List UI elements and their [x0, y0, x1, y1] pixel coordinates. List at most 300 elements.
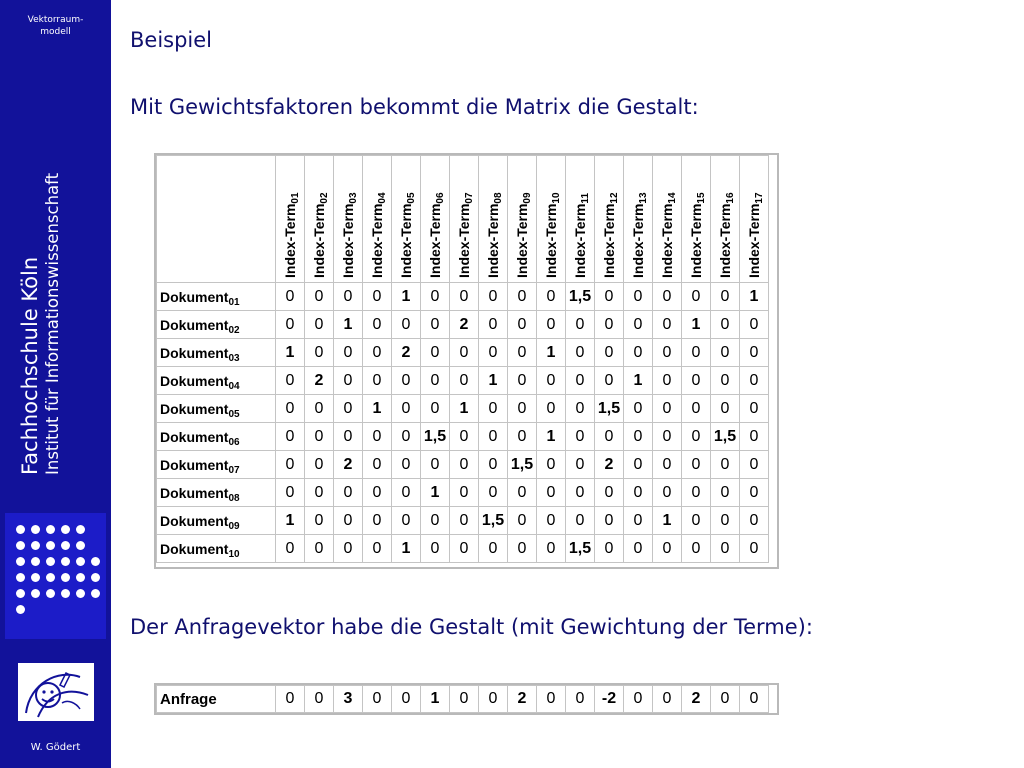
weight-cell: 0	[334, 339, 363, 367]
query-cell: 2	[682, 686, 711, 713]
term-label: Index-Term$_{03}$	[340, 192, 359, 278]
term-number: 04	[377, 192, 388, 204]
dot-icon	[76, 525, 85, 534]
weight-matrix	[154, 153, 779, 569]
section-label-line: Vektorraum-	[27, 15, 84, 25]
weight-cell: 0	[711, 367, 740, 395]
dot-icon	[76, 557, 85, 566]
weight-cell: 1	[363, 395, 392, 423]
dot-icon	[16, 557, 25, 566]
term-label: Index-Term$_{04}$	[369, 192, 388, 278]
weight-cell: 0	[537, 395, 566, 423]
section-label	[0, 14, 111, 38]
weight-cell: 0	[566, 311, 595, 339]
weight-cell: 0	[479, 339, 508, 367]
weight-cell: 0	[595, 311, 624, 339]
weight-cell: 2	[334, 451, 363, 479]
weight-cell: 0	[363, 535, 392, 563]
dot-icon	[31, 589, 40, 598]
term-column-header	[595, 156, 624, 283]
dot-icon	[46, 541, 55, 550]
term-number: 02	[319, 192, 330, 204]
term-number: 05	[406, 192, 417, 204]
weight-cell: 0	[421, 507, 450, 535]
document-label: Dokument$_{07}$	[157, 451, 276, 479]
institution-line-2: Institut für Informationswissenschaft	[43, 172, 62, 475]
weight-cell: 0	[450, 283, 479, 311]
weight-cell: 0	[363, 451, 392, 479]
weight-cell: 2	[450, 311, 479, 339]
query-cell: 0	[711, 686, 740, 713]
weight-cell: 0	[566, 423, 595, 451]
weight-cell: 1	[479, 367, 508, 395]
term-column-header	[711, 156, 740, 283]
weight-cell: 0	[450, 339, 479, 367]
document-label: Dokument$_{01}$	[157, 283, 276, 311]
query-cell: 0	[566, 686, 595, 713]
weight-cell: 0	[595, 479, 624, 507]
weight-cell: 0	[682, 339, 711, 367]
term-column-header	[392, 156, 421, 283]
slide-title: Beispiel	[130, 28, 213, 52]
weight-cell: 0	[479, 283, 508, 311]
weight-cell: 0	[566, 395, 595, 423]
document-label: Dokument$_{04}$	[157, 367, 276, 395]
weight-cell: 0	[682, 507, 711, 535]
weight-cell: 1	[653, 507, 682, 535]
weight-cell: 0	[711, 283, 740, 311]
query-vector	[154, 683, 779, 715]
weight-cell: 1	[450, 395, 479, 423]
weight-cell: 0	[595, 367, 624, 395]
term-number: 16	[725, 192, 736, 204]
document-row	[157, 339, 769, 367]
term-column-header	[363, 156, 392, 283]
author-name: W. Gödert	[30, 742, 81, 753]
weight-cell: 0	[624, 311, 653, 339]
weight-cell: 1	[682, 311, 711, 339]
term-number: 15	[696, 192, 707, 204]
weight-cell: 0	[276, 283, 305, 311]
term-label: Index-Term$_{11}$	[572, 192, 591, 278]
term-label: Index-Term$_{16}$	[717, 192, 736, 278]
weight-cell: 0	[508, 283, 537, 311]
weight-cell: 0	[305, 479, 334, 507]
dot-icon	[61, 573, 70, 582]
weight-cell: 0	[595, 339, 624, 367]
weight-cell: 0	[479, 395, 508, 423]
weight-cell: 0	[479, 535, 508, 563]
term-number: 01	[290, 192, 301, 204]
institution-line-1: Fachhochschule Köln	[18, 256, 42, 475]
matrix-corner	[157, 156, 276, 283]
weight-cell: 1,5	[421, 423, 450, 451]
weight-cell: 0	[624, 507, 653, 535]
weight-cell: 1	[537, 423, 566, 451]
term-number: 17	[754, 192, 765, 204]
weight-cell: 0	[711, 311, 740, 339]
weight-cell: 0	[363, 311, 392, 339]
weight-cell: 0	[653, 479, 682, 507]
dot-icon	[16, 605, 25, 614]
weight-cell: 0	[508, 311, 537, 339]
weight-cell: 1	[421, 479, 450, 507]
term-label: Index-Term$_{12}$	[601, 192, 620, 278]
weight-cell: 0	[682, 479, 711, 507]
weight-cell: 0	[363, 479, 392, 507]
weight-cell: 0	[421, 311, 450, 339]
query-cell: 0	[392, 686, 421, 713]
weight-cell: 0	[276, 535, 305, 563]
term-number: 10	[551, 192, 562, 204]
document-number: 05	[228, 408, 240, 420]
weight-cell: 0	[305, 507, 334, 535]
weight-cell: 0	[392, 367, 421, 395]
weight-cell: 0	[276, 479, 305, 507]
weight-cell: 0	[653, 339, 682, 367]
weight-cell: 0	[682, 535, 711, 563]
dot-icon	[46, 557, 55, 566]
document-number: 07	[228, 464, 240, 476]
weight-cell: 1,5	[711, 423, 740, 451]
weight-cell: 0	[711, 507, 740, 535]
weight-cell: 0	[363, 423, 392, 451]
institution-name	[18, 173, 63, 475]
weight-cell: 0	[450, 507, 479, 535]
term-column-header	[740, 156, 769, 283]
term-label: Index-Term$_{05}$	[398, 192, 417, 278]
weight-cell: 0	[653, 311, 682, 339]
dot-icon	[61, 557, 70, 566]
weight-cell: 0	[566, 339, 595, 367]
term-label: Index-Term$_{15}$	[688, 192, 707, 278]
query-cell: 0	[537, 686, 566, 713]
weight-cell: 2	[392, 339, 421, 367]
weight-cell: 0	[421, 367, 450, 395]
dot-icon	[46, 589, 55, 598]
weight-cell: 0	[566, 367, 595, 395]
weight-cell: 0	[508, 395, 537, 423]
weight-cell: 0	[682, 423, 711, 451]
document-number: 08	[228, 492, 240, 504]
term-number: 12	[609, 192, 620, 204]
weight-cell: 1,5	[508, 451, 537, 479]
weight-cell: 0	[479, 311, 508, 339]
term-number: 03	[348, 192, 359, 204]
weight-cell: 1,5	[595, 395, 624, 423]
dot-icon	[91, 557, 100, 566]
term-number: 07	[464, 192, 475, 204]
weight-cell: 0	[624, 339, 653, 367]
dot-icon	[31, 573, 40, 582]
document-label: Dokument$_{05}$	[157, 395, 276, 423]
dot-icon	[76, 589, 85, 598]
query-cell: 0	[305, 686, 334, 713]
dot-icon	[61, 589, 70, 598]
weight-cell: 0	[363, 339, 392, 367]
weight-cell: 0	[740, 339, 769, 367]
dot-icon	[91, 589, 100, 598]
term-label: Index-Term$_{10}$	[543, 192, 562, 278]
weight-cell: 0	[624, 535, 653, 563]
document-number: 01	[228, 296, 240, 308]
dot-icon	[31, 525, 40, 534]
weight-cell: 0	[479, 479, 508, 507]
document-label: Dokument$_{02}$	[157, 311, 276, 339]
weight-cell: 0	[624, 479, 653, 507]
weight-cell: 0	[711, 451, 740, 479]
weight-cell: 0	[363, 507, 392, 535]
dot-icon	[76, 541, 85, 550]
matrix-table	[156, 155, 769, 563]
weight-cell: 0	[421, 395, 450, 423]
document-row	[157, 395, 769, 423]
weight-cell: 0	[392, 395, 421, 423]
weight-cell: 0	[392, 507, 421, 535]
document-label: Dokument$_{09}$	[157, 507, 276, 535]
term-label: Index-Term$_{06}$	[427, 192, 446, 278]
query-cell: 0	[363, 686, 392, 713]
query-cell: 0	[450, 686, 479, 713]
weight-cell: 0	[740, 423, 769, 451]
weight-cell: 0	[653, 367, 682, 395]
sidebar	[0, 0, 111, 768]
weight-cell: 0	[740, 311, 769, 339]
term-column-header	[305, 156, 334, 283]
term-number: 09	[522, 192, 533, 204]
weight-cell: 1	[740, 283, 769, 311]
dot-pattern-panel	[5, 513, 106, 639]
logo-icon	[18, 663, 94, 721]
document-number: 02	[228, 324, 240, 336]
weight-cell: 2	[595, 451, 624, 479]
document-row	[157, 451, 769, 479]
term-label: Index-Term$_{02}$	[311, 192, 330, 278]
dot-icon	[16, 589, 25, 598]
weight-cell: 0	[276, 367, 305, 395]
weight-cell: 0	[508, 479, 537, 507]
weight-cell: 0	[334, 535, 363, 563]
section-label-line: modell	[40, 27, 71, 37]
weight-cell: 0	[305, 535, 334, 563]
weight-cell: 0	[740, 367, 769, 395]
matrix-header-row	[157, 156, 769, 283]
document-label: Dokument$_{03}$	[157, 339, 276, 367]
weight-cell: 0	[421, 339, 450, 367]
document-row	[157, 423, 769, 451]
weight-cell: 0	[624, 451, 653, 479]
weight-cell: 0	[276, 395, 305, 423]
matrix-body	[157, 283, 769, 563]
dot-icon	[61, 525, 70, 534]
weight-cell: 0	[537, 367, 566, 395]
weight-cell: 0	[740, 479, 769, 507]
weight-cell: 0	[305, 311, 334, 339]
weight-cell: 0	[711, 339, 740, 367]
weight-cell: 0	[421, 451, 450, 479]
document-label: Dokument$_{10}$	[157, 535, 276, 563]
document-number: 04	[228, 380, 240, 392]
weight-cell: 0	[334, 507, 363, 535]
weight-cell: 0	[305, 395, 334, 423]
term-column-header	[624, 156, 653, 283]
weight-cell: 0	[740, 535, 769, 563]
weight-cell: 0	[334, 479, 363, 507]
term-label: Index-Term$_{13}$	[630, 192, 649, 278]
weight-cell: 0	[682, 283, 711, 311]
weight-cell: 0	[392, 311, 421, 339]
weight-cell: 0	[450, 367, 479, 395]
term-column-header	[653, 156, 682, 283]
query-cell: 0	[479, 686, 508, 713]
weight-cell: 0	[711, 395, 740, 423]
dot-icon	[61, 541, 70, 550]
weight-cell: 1	[392, 283, 421, 311]
term-number: 06	[435, 192, 446, 204]
document-number: 03	[228, 352, 240, 364]
document-row	[157, 283, 769, 311]
weight-cell: 0	[508, 367, 537, 395]
term-label: Index-Term$_{09}$	[514, 192, 533, 278]
weight-cell: 0	[276, 423, 305, 451]
term-column-header	[508, 156, 537, 283]
query-cell: 0	[624, 686, 653, 713]
document-number: 09	[228, 520, 240, 532]
weight-cell: 0	[537, 479, 566, 507]
weight-cell: 0	[537, 451, 566, 479]
weight-cell: 0	[537, 535, 566, 563]
weight-cell: 0	[595, 507, 624, 535]
dot-icon	[91, 573, 100, 582]
document-row	[157, 367, 769, 395]
weight-cell: 0	[334, 395, 363, 423]
query-cell: 0	[653, 686, 682, 713]
document-row	[157, 311, 769, 339]
dot-icon	[76, 573, 85, 582]
weight-cell: 0	[450, 479, 479, 507]
weight-cell: 0	[711, 479, 740, 507]
weight-cell: 0	[682, 367, 711, 395]
weight-cell: 0	[421, 535, 450, 563]
weight-cell: 0	[508, 423, 537, 451]
term-label: Index-Term$_{08}$	[485, 192, 504, 278]
term-column-header	[450, 156, 479, 283]
term-column-header	[479, 156, 508, 283]
weight-cell: 1	[276, 507, 305, 535]
weight-cell: 0	[450, 451, 479, 479]
weight-cell: 0	[653, 535, 682, 563]
weight-cell: 0	[450, 423, 479, 451]
term-label: Index-Term$_{17}$	[746, 192, 765, 278]
query-cell: 2	[508, 686, 537, 713]
weight-cell: 0	[537, 311, 566, 339]
weight-cell: 2	[305, 367, 334, 395]
weight-cell: 0	[450, 535, 479, 563]
weight-cell: 0	[653, 395, 682, 423]
weight-cell: 0	[566, 507, 595, 535]
document-label: Dokument$_{08}$	[157, 479, 276, 507]
weight-cell: 0	[305, 283, 334, 311]
weight-cell: 0	[653, 283, 682, 311]
slide-subtitle: Mit Gewichtsfaktoren bekommt die Matrix die Gestalt:	[130, 95, 699, 119]
weight-cell: 0	[595, 423, 624, 451]
term-label: Index-Term$_{01}$	[282, 192, 301, 278]
weight-cell: 0	[508, 535, 537, 563]
weight-cell: 0	[334, 283, 363, 311]
weight-cell: 0	[334, 367, 363, 395]
weight-cell: 0	[653, 451, 682, 479]
term-number: 08	[493, 192, 504, 204]
query-caption: Der Anfragevektor habe die Gestalt (mit Gewichtung der Terme):	[130, 615, 813, 639]
weight-cell: 1	[276, 339, 305, 367]
weight-cell: 0	[682, 451, 711, 479]
dot-icon	[46, 573, 55, 582]
term-column-header	[421, 156, 450, 283]
query-row	[157, 686, 769, 713]
document-number: 06	[228, 436, 240, 448]
weight-cell: 0	[624, 423, 653, 451]
dot-icon	[31, 541, 40, 550]
weight-cell: 0	[421, 283, 450, 311]
dot-icon	[46, 525, 55, 534]
term-number: 14	[667, 192, 678, 204]
query-cell: 0	[276, 686, 305, 713]
query-table	[156, 685, 769, 713]
document-number: 10	[228, 548, 240, 560]
weight-cell: 0	[508, 339, 537, 367]
weight-cell: 0	[624, 395, 653, 423]
document-row	[157, 507, 769, 535]
weight-cell: 0	[363, 367, 392, 395]
weight-cell: 1	[537, 339, 566, 367]
weight-cell: 0	[653, 423, 682, 451]
weight-cell: 0	[334, 423, 363, 451]
document-row	[157, 535, 769, 563]
weight-cell: 0	[508, 507, 537, 535]
term-label: Index-Term$_{14}$	[659, 192, 678, 278]
weight-cell: 0	[479, 423, 508, 451]
weight-cell: 0	[276, 311, 305, 339]
weight-cell: 1	[624, 367, 653, 395]
weight-cell: 0	[392, 479, 421, 507]
term-number: 11	[580, 192, 591, 204]
weight-cell: 0	[595, 535, 624, 563]
weight-cell: 0	[537, 283, 566, 311]
weight-cell: 0	[595, 283, 624, 311]
weight-cell: 0	[479, 451, 508, 479]
term-column-header	[276, 156, 305, 283]
weight-cell: 0	[363, 283, 392, 311]
weight-cell: 0	[566, 479, 595, 507]
term-number: 13	[638, 192, 649, 204]
document-label: Dokument$_{06}$	[157, 423, 276, 451]
query-cell: 0	[740, 686, 769, 713]
weight-cell: 0	[305, 339, 334, 367]
document-row	[157, 479, 769, 507]
query-cell: 3	[334, 686, 363, 713]
dot-icon	[16, 541, 25, 550]
weight-cell: 1,5	[479, 507, 508, 535]
weight-cell: 1,5	[566, 283, 595, 311]
query-cell: 1	[421, 686, 450, 713]
term-column-header	[334, 156, 363, 283]
weight-cell: 0	[305, 423, 334, 451]
dot-icon	[16, 525, 25, 534]
weight-cell: 1	[392, 535, 421, 563]
term-column-header	[682, 156, 711, 283]
weight-cell: 0	[740, 507, 769, 535]
weight-cell: 0	[276, 451, 305, 479]
